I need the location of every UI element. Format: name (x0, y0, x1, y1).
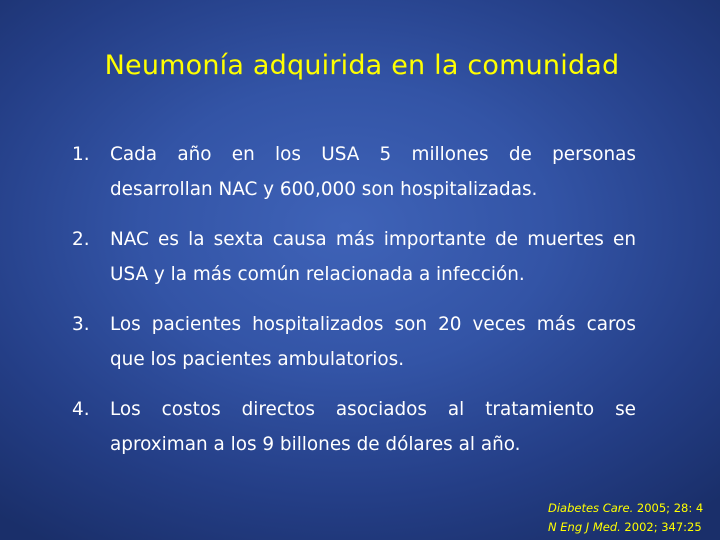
list-item-text-line: que los pacientes ambulatorios. (110, 349, 405, 370)
list-item (72, 307, 636, 377)
references (548, 499, 704, 537)
list-item-text-line: Los costos directos asociados al tratamiento se (110, 399, 636, 420)
list-item-text-line: desarrollan NAC y 600,000 son hospitalizadas. (110, 179, 538, 200)
list-item-number: 2. (72, 229, 90, 250)
list-item-number: 3. (72, 314, 90, 335)
list-item-text-line: aproximan a los 9 billones de dólares al año. (110, 434, 521, 455)
list-item (72, 392, 636, 462)
list-item-text-line: USA y la más común relacionada a infección. (110, 264, 525, 285)
reference-journal: Diabetes Care. (548, 501, 634, 515)
reference-citation: 2002; 347:25 (620, 520, 702, 534)
list-item (72, 222, 636, 292)
reference-citation: 2005; 28: 4 (633, 501, 704, 515)
reference-journal: N Eng J Med. (548, 520, 621, 534)
list-item-text-line: Cada año en los USA 5 millones de personas (110, 144, 636, 165)
numbered-list (72, 137, 636, 477)
list-item-number: 4. (72, 399, 90, 420)
reference-line (548, 499, 704, 518)
list-item-number: 1. (72, 144, 90, 165)
list-item-text-line: NAC es la sexta causa más importante de muertes en (110, 229, 636, 250)
list-item (72, 137, 636, 207)
reference-line (548, 518, 704, 537)
slide-title: Neumonía adquirida en la comunidad (104, 50, 620, 81)
list-item-text-line: Los pacientes hospitalizados son 20 veces más caros (110, 314, 636, 335)
